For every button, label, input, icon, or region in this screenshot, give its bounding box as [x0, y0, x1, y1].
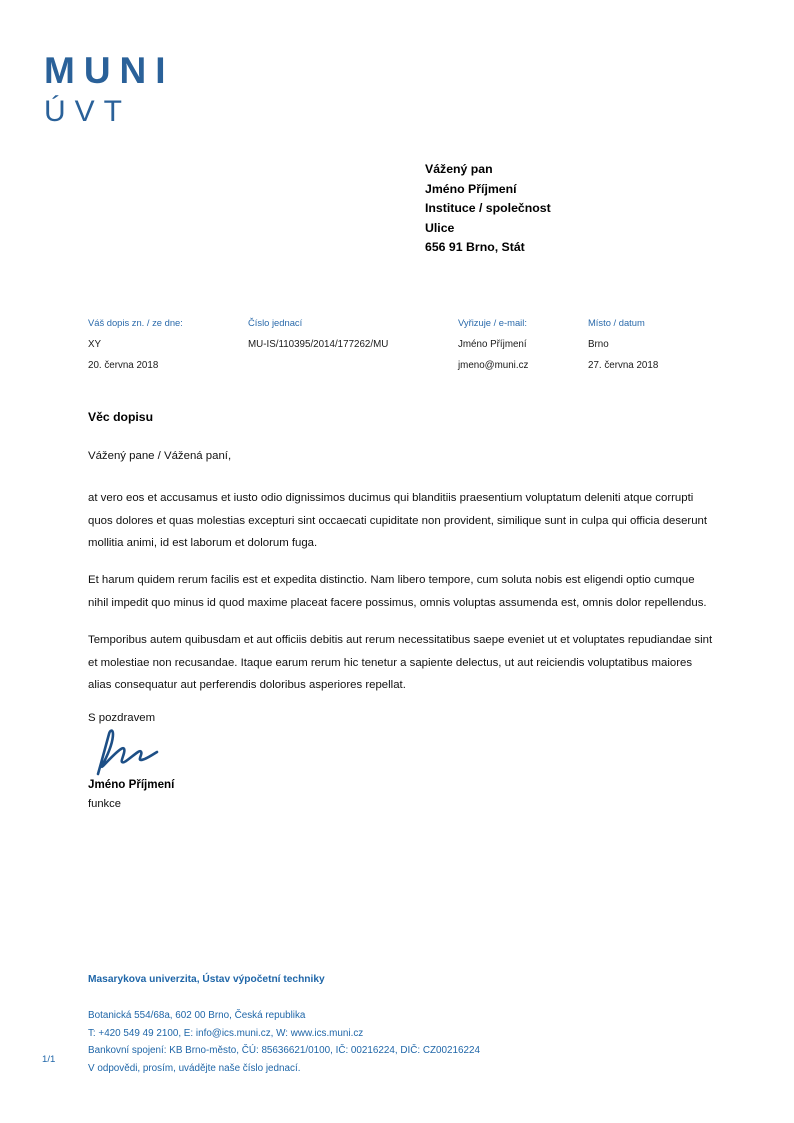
signature-icon: [92, 728, 182, 776]
body-paragraph: at vero eos et accusamus et iusto odio dignissimos ducimus qui blanditiis praesentium voluptatum deleniti atque corrupti quos dolores et quas molestias excepturi sint occaecati cupiditate non provident, similique sunt in culpa qui officia deserunt mollitia animi, id est laborum et dolorum fuga.: [88, 492, 708, 550]
letter-closing: S pozdravem: [88, 712, 156, 724]
reference-label: Váš dopis zn. / ze dne:: [88, 317, 183, 328]
page-number: 1/1: [42, 1054, 56, 1065]
body-paragraph: Temporibus autem quibusdam et aut officiis debitis aut rerum necessitatibus saepe eveniet ut et voluptates repudiandae sint et molestiae non recusandae. Itaque earum rerum hic tenetur a sapiente delectus, ut aut reiciendis voluptatibus maiores alias consequatur aut perferendis doloribus asperiores repellat.: [88, 633, 713, 692]
recipient-line-street: Ulice: [425, 220, 455, 235]
recipient-address-block: [425, 160, 551, 258]
logo-muni-wordmark: MUNI: [44, 50, 175, 91]
letter-body: [88, 487, 714, 711]
reference-label: Místo / datum: [588, 317, 645, 328]
signatory-name: Jméno Příjmení: [88, 778, 175, 791]
reference-value: 27. června 2018: [588, 360, 659, 371]
body-paragraph: Et harum quidem rerum facilis est et expedita distinctio. Nam libero tempore, cum soluta nobis est eligendi optio cumque nihil impedit quo minus id quod maxime placeat facere possimus, omnis voluptas assumenda est, omnis dolor repellendus.: [88, 574, 707, 609]
reference-column-your-letter: [88, 312, 183, 376]
reference-column-contact: [458, 312, 528, 376]
recipient-line-name: Jméno Příjmení: [425, 181, 517, 196]
logo-uvt-wordmark: ÚVT: [44, 95, 131, 128]
reference-value: 20. června 2018: [88, 360, 159, 371]
footer-contact-line: T: +420 549 49 2100, E: info@ics.muni.cz, W: www.ics.muni.cz: [88, 1027, 364, 1039]
footer-contact-lines: [88, 1007, 480, 1077]
letter-salutation: Vážený pane / Vážená paní,: [88, 450, 232, 462]
footer-organization-title: Masarykova univerzita, Ústav výpočetní techniky: [88, 974, 325, 985]
signatory-role: funkce: [88, 798, 121, 810]
footer-address-line: Botanická 554/68a, 602 00 Brno, Česká republika: [88, 1010, 306, 1021]
letter-subject: Věc dopisu: [88, 410, 154, 424]
recipient-line-salutation: Vážený pan: [425, 162, 493, 176]
reference-value: MU-IS/110395/2014/177262/MU: [248, 339, 389, 350]
footer-note-line: V odpovědi, prosím, uvádějte naše číslo jednací.: [88, 1062, 301, 1074]
reference-value: XY: [88, 339, 102, 350]
reference-value: Jméno Příjmení: [458, 339, 527, 350]
reference-label: Vyřizuje / e-mail:: [458, 317, 527, 328]
reference-column-file-number: [248, 312, 388, 355]
reference-label: Číslo jednací: [248, 317, 303, 328]
footer-bank-line: Bankovní spojení: KB Brno-město, ČÚ: 85636621/0100, IČ: 00216224, DIČ: CZ00216224: [88, 1045, 480, 1057]
muni-uvt-logo: [44, 52, 175, 127]
handwritten-signature: [92, 728, 182, 776]
recipient-line-organization: Instituce / společnost: [425, 201, 551, 215]
reference-value: Brno: [588, 339, 609, 350]
reference-column-place-date: [588, 312, 658, 376]
recipient-line-city: 656 91 Brno, Stát: [425, 240, 525, 254]
reference-value-email: jmeno@muni.cz: [458, 360, 529, 371]
